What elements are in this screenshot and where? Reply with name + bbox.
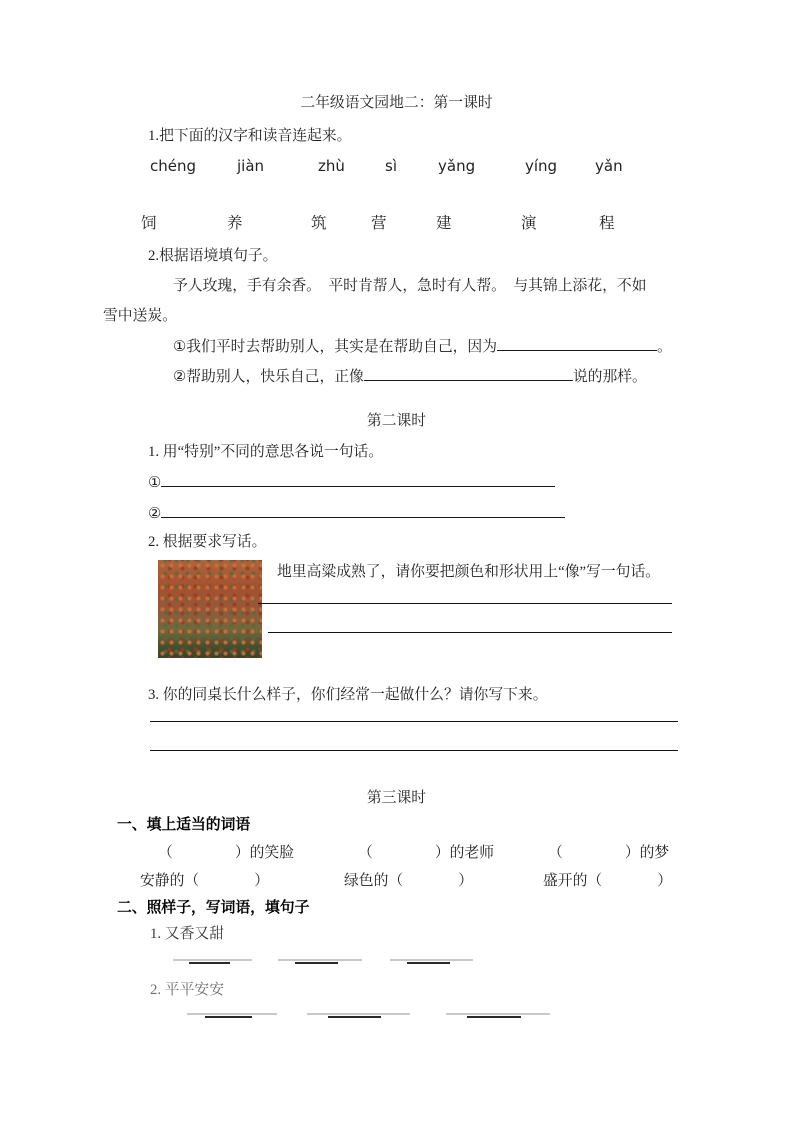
hanzi-zhu: 筑 (311, 215, 327, 232)
word-blank (173, 959, 252, 966)
word-blank (307, 1013, 410, 1020)
proverbs-line2: 雪中送炭。 (103, 308, 177, 324)
lesson3-section2-heading: 二、照样子，写词语，填句子 (117, 900, 310, 916)
pinyin-jian: jiàn (237, 157, 265, 175)
lesson1-q2-item1 (173, 336, 672, 356)
pinyin-si: sì (385, 157, 397, 175)
hanzi-cheng: 程 (599, 215, 615, 232)
pinyin-ying: yíng (525, 157, 558, 175)
close-paren: ） (458, 873, 474, 889)
fill-text: ）的笑脸 (234, 845, 295, 861)
item1-blank-line (497, 336, 657, 351)
item1-text: ①我们平时去帮助别人，其实是在帮助自己，因为 (173, 339, 498, 355)
hanzi-yan: 演 (521, 215, 537, 232)
pinyin-yang: yǎng (438, 157, 476, 175)
lesson2-q1-label: 1. 用“特别”不同的意思各说一句话。 (148, 444, 384, 460)
lesson1-q2-item2 (173, 366, 647, 386)
fill-item-green (344, 872, 473, 890)
lesson1-q1-label: 1.把下面的汉字和读音连起来。 (148, 128, 352, 144)
writing-line-2 (268, 632, 672, 633)
proverbs-line1: 予人玫瑰，手有余香。 平时肯帮人，急时有人帮。 与其锦上添花，不如 (173, 278, 647, 294)
lesson1-title: 二年级语文园地二：第一课时 (300, 95, 493, 111)
close-paren: ） (657, 873, 673, 889)
word-blank (390, 959, 473, 966)
word-blank (187, 1013, 277, 1020)
lesson3-section1-heading: 一、填上适当的词语 (117, 817, 251, 833)
lesson2-q3-label: 3. 你的同桌长什么样子，你们经常一起做什么？请你写下来。 (148, 687, 548, 703)
item1-period: 。 (657, 339, 672, 355)
pinyin-cheng: chéng (150, 157, 197, 175)
lesson2-q1-line2 (148, 503, 565, 523)
fill-text: ）的老师 (434, 845, 495, 861)
lesson2-q2-label: 2. 根据要求写话。 (148, 534, 267, 550)
pinyin-yan: yǎn (595, 157, 623, 175)
fill-text: 绿色的（ (344, 873, 404, 889)
pinyin-zhu: zhù (318, 157, 345, 175)
fill-item-teacher (358, 844, 494, 862)
open-paren: （ (358, 845, 373, 861)
answer-line-1 (161, 472, 555, 487)
open-paren: （ (548, 845, 563, 861)
fill-item-dream (548, 844, 669, 862)
fill-item-smile (158, 844, 294, 862)
lesson3-example2: 2. 平平安安 (150, 982, 224, 998)
fill-text: ）的梦 (624, 845, 670, 861)
word-blank (446, 1013, 550, 1020)
item2-suffix: 说的那样。 (572, 369, 647, 385)
circle-2-marker: ② (148, 506, 162, 522)
answer-line-2 (161, 503, 565, 518)
hanzi-yang: 养 (227, 215, 243, 232)
sorghum-field-photo (158, 560, 262, 658)
lesson2-q2-prompt: 地里高粱成熟了，请你要把颜色和形状用上“像”写一句话。 (277, 564, 661, 580)
fill-text: 盛开的（ (543, 873, 603, 889)
close-paren: ） (254, 873, 270, 889)
fill-text: 安静的（ (140, 873, 200, 889)
writing-line-4 (150, 750, 678, 751)
open-paren: （ (158, 845, 173, 861)
writing-line-3 (150, 721, 678, 722)
lesson3-title: 第三课时 (366, 790, 427, 806)
hanzi-si: 饲 (141, 215, 157, 232)
circle-1-marker: ① (148, 475, 162, 491)
hanzi-jian: 建 (436, 215, 452, 232)
item2-text: ②帮助别人，快乐自己，正像 (173, 369, 364, 385)
lesson3-example1: 1. 又香又甜 (150, 926, 224, 942)
item2-blank-line (364, 366, 573, 381)
word-blank (278, 959, 362, 966)
writing-line-1 (258, 603, 672, 604)
fill-item-bloom (543, 872, 672, 890)
hanzi-ying: 营 (371, 215, 387, 232)
lesson1-q2-label: 2.根据语境填句子。 (148, 248, 278, 264)
lesson2-q1-line1 (148, 472, 555, 492)
lesson2-title: 第二课时 (366, 413, 427, 429)
fill-item-quiet (140, 872, 269, 890)
